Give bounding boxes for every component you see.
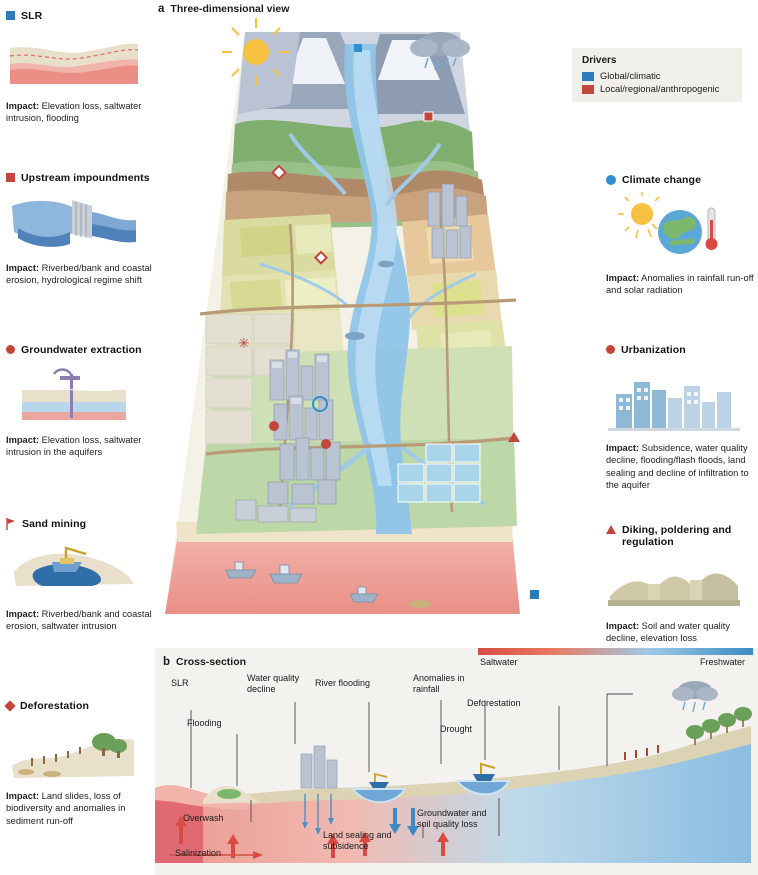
driver-impact [606, 272, 756, 297]
impact-text: Elevation loss, saltwater intrusion, flooding [6, 101, 142, 124]
impact-text: Anomalies in rainfall run-off and solar radiation [606, 273, 754, 296]
callout-water-quality-decline: Water quality decline [247, 673, 300, 695]
driver-title: Climate change [622, 174, 702, 186]
driver-title: SLR [21, 10, 43, 22]
drivers-legend [572, 48, 742, 102]
legend-title: Drivers [582, 55, 617, 66]
impact-text: Riverbed/bank and coastal erosion, saltwater intrusion [6, 609, 152, 632]
blue-square-icon [6, 11, 15, 20]
impact-text: Land slides, loss of biodiversity and anomalies in sediment run-off [6, 791, 126, 826]
impact-label: Impact: [6, 791, 40, 801]
driver-card-upstream-impoundments [6, 172, 156, 287]
deforested-hillslope-illustration [8, 720, 140, 782]
panel-a-letter: a [158, 3, 165, 15]
impact-text: Soil and water quality decline, elevation loss [606, 621, 731, 644]
impact-label: Impact: [606, 443, 640, 453]
driver-impact [6, 262, 156, 287]
driver-impact [6, 608, 156, 633]
impact-label: Impact: [6, 609, 40, 619]
three-dimensional-view-diagram [140, 14, 580, 654]
svg-text:✳: ✳ [238, 335, 250, 351]
legend-item-label: Local/regional/anthropogenic [600, 84, 720, 94]
dam-reservoir-illustration [8, 192, 140, 254]
impact-label: Impact: [6, 435, 40, 445]
legend-item-global [582, 71, 732, 81]
marker-climate-change [354, 44, 362, 52]
driver-title: Urbanization [621, 344, 686, 356]
legend-item-label: Global/climatic [600, 71, 661, 81]
panel-b-label: Cross-section [176, 656, 247, 668]
city-skyline-illustration [608, 364, 740, 434]
red-circle-icon [6, 345, 15, 354]
panel-b-letter: b [163, 656, 171, 668]
driver-card-slr [6, 10, 156, 125]
red-circle-icon [606, 345, 615, 354]
driver-card-urbanization [606, 344, 756, 491]
driver-card-diking-poldering [606, 524, 756, 645]
driver-card-sand-mining [6, 518, 156, 633]
freshwater-label: Freshwater [700, 657, 746, 667]
saltwater-label: Saltwater [480, 657, 518, 667]
impact-label: Impact: [6, 101, 40, 111]
driver-impact [606, 442, 756, 491]
callout-salinization: Salinization [175, 848, 222, 858]
callout-groundwater-soil-quality-loss: Groundwater and soil quality loss [417, 808, 487, 830]
driver-title: Diking, poldering and regulation [622, 524, 732, 548]
callout-slr: SLR [171, 678, 189, 688]
blue-circle-icon [606, 175, 616, 185]
impact-label: Impact: [6, 263, 40, 273]
coastal-sea-level-rise-illustration [8, 30, 140, 92]
impact-text: Riverbed/bank and coastal erosion, hydrological regime shift [6, 263, 152, 286]
cross-section-panel [155, 648, 758, 875]
panel-a-label: Three-dimensional view [170, 3, 290, 15]
callout-anomalies-in-rainfall: Anomalies in rainfall [413, 673, 465, 695]
impact-label: Impact: [606, 621, 640, 631]
impact-text: Elevation loss, saltwater intrusion in the aquifers [6, 435, 142, 458]
callout-deforestation: Deforestation [467, 698, 521, 708]
driver-title: Upstream impoundments [21, 172, 150, 184]
dike-polder-illustration [608, 556, 740, 612]
callout-river-flooding: River flooding [315, 678, 371, 688]
blue-square-icon [582, 72, 594, 81]
driver-card-deforestation [6, 700, 156, 827]
callout-flooding: Flooding [187, 718, 222, 728]
driver-impact [6, 100, 156, 125]
impact-label: Impact: [606, 273, 640, 283]
impact-text: Subsidence, water quality decline, flooding/flash floods, land sealing and decline of infiltration to the aquifer [606, 443, 749, 490]
red-triangle-icon [606, 525, 616, 534]
driver-title: Groundwater extraction [21, 344, 142, 356]
driver-card-climate-change [606, 174, 756, 297]
driver-title: Deforestation [20, 700, 89, 712]
red-square-icon [582, 85, 594, 94]
callout-drought: Drought [440, 724, 473, 734]
driver-impact [6, 790, 156, 827]
driver-impact [6, 434, 156, 459]
driver-card-groundwater-extraction [6, 344, 156, 459]
red-flag-icon [6, 518, 16, 530]
red-diamond-icon [4, 700, 15, 711]
driver-title: Sand mining [22, 518, 87, 530]
globe-sun-thermometer-illustration [608, 194, 740, 264]
callout-land-sealing-subsidence: Land sealing and subsidence [323, 830, 392, 852]
sand-dredger-illustration [8, 538, 140, 600]
groundwater-well-illustration [8, 364, 140, 426]
red-square-icon [6, 173, 15, 182]
driver-impact [606, 620, 756, 645]
legend-item-local [582, 84, 732, 94]
callout-overwash: Overwash [183, 813, 224, 823]
